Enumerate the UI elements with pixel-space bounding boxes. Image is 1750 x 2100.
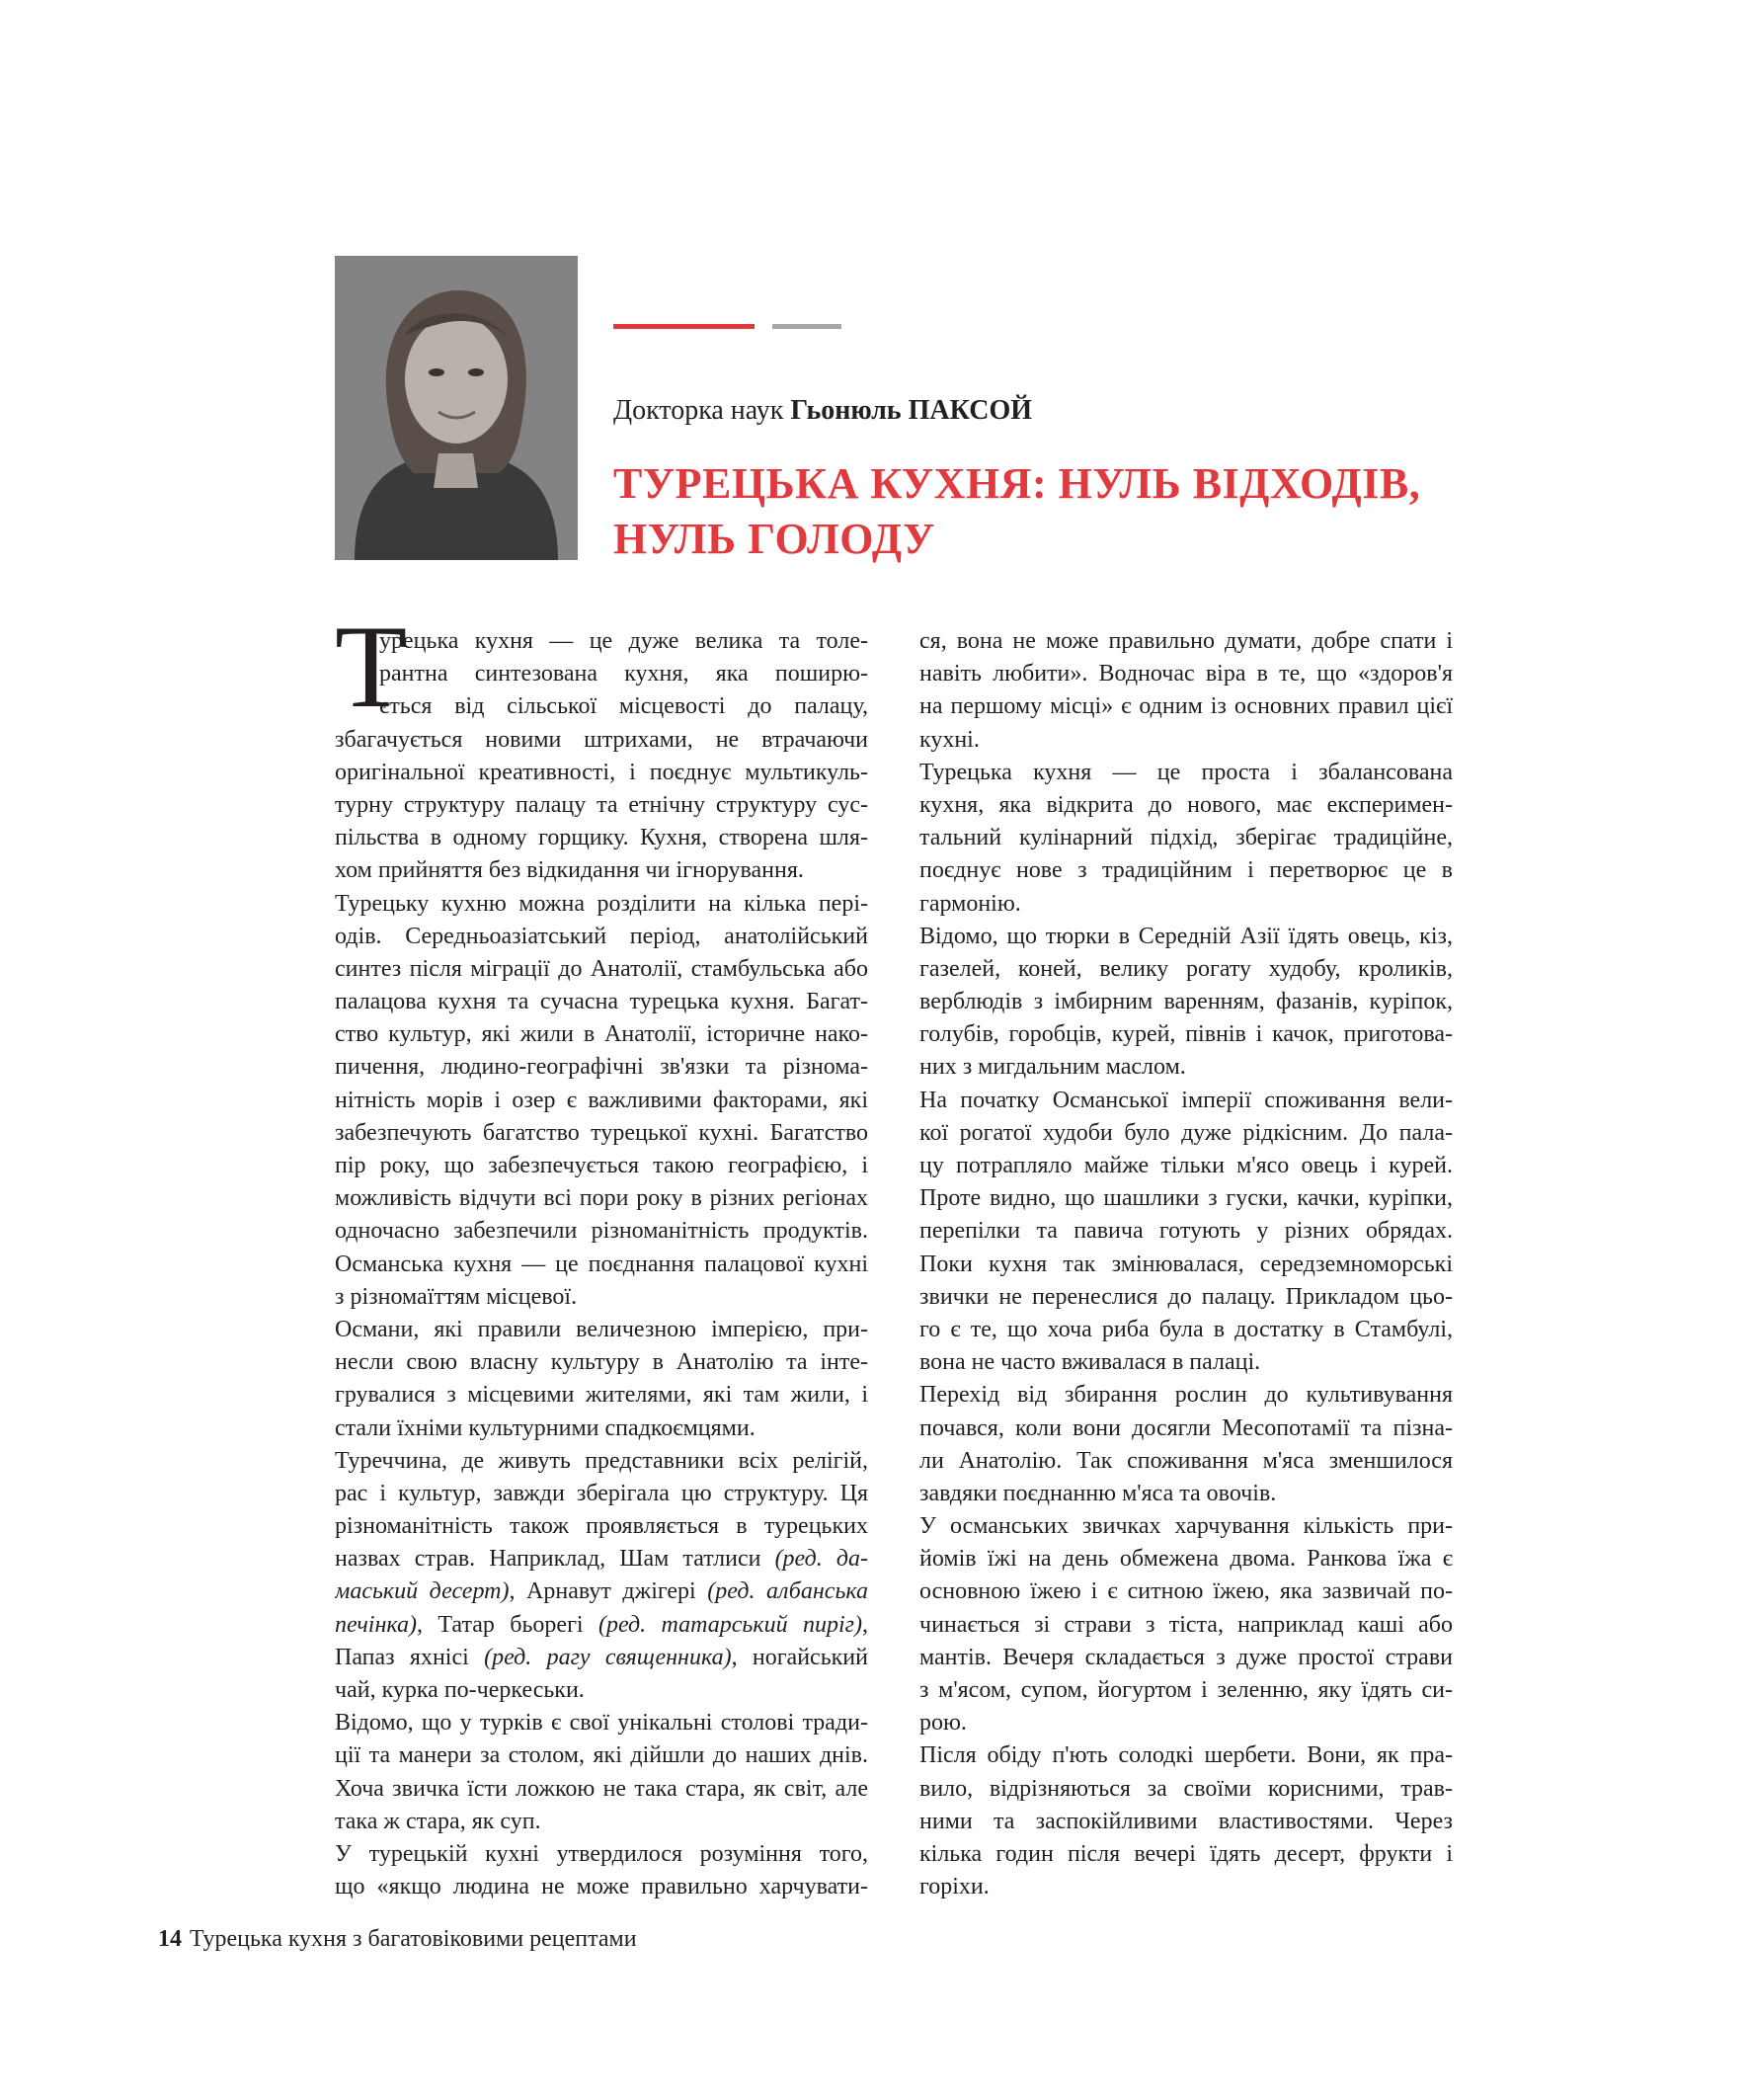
text-line: кухні. xyxy=(919,726,980,753)
text-line: стали їхніми культурними спадкоємцями. xyxy=(335,1414,756,1441)
text-line: рас і культур, завжди зберігала цю структуру. Ця xyxy=(335,1480,868,1506)
text-line: одночасно забезпечили різноманітність продуктів. xyxy=(335,1218,868,1245)
text-line: Турецька кухня — це проста і збалансована xyxy=(919,759,1453,785)
right-column xyxy=(919,625,1453,1903)
text-line: що «якщо людина не може правильно харчувати- xyxy=(335,1874,868,1900)
text-line: поєднує нове з традиційним і перетворює це в xyxy=(919,857,1453,884)
text-line: ції та манери за столом, які дійшли до наших днів. xyxy=(335,1742,868,1769)
text-line: кої рогатої худоби було дуже рідкісним. До пала- xyxy=(919,1119,1453,1146)
text-line: пільства в одному горщику. Кухня, створена шля- xyxy=(335,825,868,851)
text-line: Перехід від збирання рослин до культивування xyxy=(919,1382,1453,1409)
author-photo xyxy=(335,256,578,560)
text-line: маський десерт), Арнавут джігері (ред. албанська xyxy=(335,1578,868,1605)
text-line: Папаз яхнісі (ред. рагу священника), ногайський xyxy=(335,1644,868,1670)
text-line: з різномаїттям місцевої. xyxy=(335,1283,578,1310)
text-line: перепілки та павича готують у різних обрядах. xyxy=(919,1218,1453,1245)
text-line: верблюдів з імбирним варенням, фазанів, куріпок, xyxy=(919,989,1453,1015)
article-title xyxy=(613,456,1502,567)
text-line: У османських звичках харчування кількість при- xyxy=(919,1513,1453,1540)
text-line: різноманітність також проявляється в турецьких xyxy=(335,1513,868,1540)
text-line: У турецькій кухні утвердилося розуміння того, xyxy=(335,1840,868,1867)
left-column xyxy=(335,625,868,1903)
text-line: рантна синтезована кухня, яка поширю- xyxy=(379,661,868,687)
author-prefix: Докторка наук xyxy=(613,395,784,426)
text-line: ли Анатолію. Так споживання м'яса зменшилося xyxy=(919,1447,1453,1474)
text-line: го є те, що хоча риба була в достатку в Стамбулі, xyxy=(919,1316,1453,1342)
text-line: турну структуру палацу та етнічну структуру сус- xyxy=(335,791,868,818)
text-line: на першому місці» є одним із основних правил цієї xyxy=(919,693,1453,720)
text-line: чинається зі страви з тіста, наприклад каші або xyxy=(919,1611,1453,1638)
accent-rule-red xyxy=(613,324,755,329)
text-line: ється від сільської місцевості до палацу, xyxy=(379,693,868,720)
text-line: Хоча звичка їсти ложкою не така стара, як світ, але xyxy=(335,1775,868,1802)
author-name: Гьонюль ПАКСОЙ xyxy=(790,395,1032,426)
text-line: синтез після міграції до Анатолії, стамбульська або xyxy=(335,955,868,982)
text-line: Османська кухня — це поєднання палацової кухні xyxy=(335,1251,868,1277)
text-line: голубів, горобців, курей, півнів і качок, приготова- xyxy=(919,1021,1453,1048)
page-number: 14 xyxy=(158,1926,182,1952)
title-line-2: НУЛЬ ГОЛОДУ xyxy=(613,515,935,563)
text-line: Відомо, що у турків є свої унікальні столові тради- xyxy=(335,1710,868,1737)
accent-rule-gray xyxy=(772,324,841,329)
text-line: нітність морів і озер є важливими факторами, які xyxy=(335,1087,868,1113)
text-line: вона не часто вживалася в палаці. xyxy=(919,1349,1261,1376)
text-line: основною їжею і є ситною їжею, яка зазвичай по- xyxy=(919,1578,1453,1605)
text-line: оригінальної креативності, і поєднує мультикуль- xyxy=(335,759,868,785)
text-line: кухня, яка відкрита до нового, має експеримен- xyxy=(919,791,1453,818)
text-line: Після обіду п'ють солодкі шербети. Вони, як пра- xyxy=(919,1742,1453,1769)
title-line-1: ТУРЕЦЬКА КУХНЯ: НУЛЬ ВІДХОДІВ, xyxy=(613,459,1421,508)
text-line: Османи, які правили величезною імперією, при- xyxy=(335,1316,868,1342)
text-line: звички не перенеслися до палацу. Прикладом цьо- xyxy=(919,1283,1453,1310)
text-line: чай, курка по-черкеськи. xyxy=(335,1677,585,1703)
text-line: урецька кухня — це дуже велика та толе- xyxy=(379,628,868,654)
text-line: збагачується новими штрихами, не втрачаючи xyxy=(335,726,868,753)
text-line: гармонію. xyxy=(919,890,1021,917)
text-line: Турецьку кухню можна розділити на кілька пері- xyxy=(335,890,868,917)
text-line: газелей, коней, велику рогату худобу, кроликів, xyxy=(919,955,1453,982)
portrait-image xyxy=(335,256,578,560)
text-line: назвах страв. Наприклад, Шам татлиси (ред. да- xyxy=(335,1546,868,1573)
text-line: вило, відрізняються за своїми корисними, трав- xyxy=(919,1775,1453,1802)
text-line: Туреччина, де живуть представники всіх релігій, xyxy=(335,1447,868,1474)
page-footer xyxy=(158,1926,637,1953)
text-line: пичення, людино-географічні зв'язки та різнома- xyxy=(335,1054,868,1081)
text-line: кілька годин після вечері їдять десерт, фрукти і xyxy=(919,1840,1453,1867)
text-line: йомів їжі на день обмежена двома. Ранкова їжа є xyxy=(919,1546,1453,1573)
text-line: хом прийняття без відкидання чи ігнорування. xyxy=(335,857,804,884)
text-line: горіхи. xyxy=(919,1874,990,1900)
text-line: одів. Середньоазіатський період, анатолійський xyxy=(335,923,868,949)
text-line: печінка), Татар бьорегі (ред. татарський пиріг), xyxy=(335,1611,868,1638)
text-line: така ж стара, як суп. xyxy=(335,1808,541,1834)
text-line: Проте видно, що шашлики з гуски, качки, куріпки, xyxy=(919,1185,1453,1212)
text-line: завдяки поєднанню м'яса та овочів. xyxy=(919,1480,1277,1506)
text-line: навіть любити». Водночас віра в те, що «здоров'я xyxy=(919,661,1453,687)
text-line: ство культур, які жили в Анатолії, історичне нако- xyxy=(335,1021,868,1048)
text-line: грувалися з місцевими жителями, які там жили, і xyxy=(335,1382,868,1409)
text-line: з м'ясом, супом, йогуртом і зеленню, яку їдять си- xyxy=(919,1677,1453,1703)
drop-cap: Т xyxy=(335,601,408,732)
text-line: палацова кухня та сучасна турецька кухня. Багат- xyxy=(335,989,868,1015)
text-line: можливість відчути всі пори року в різних регіонах xyxy=(335,1185,868,1212)
text-line: несли свою власну культуру в Анатолію та інте- xyxy=(335,1349,868,1376)
author-line xyxy=(613,395,1032,427)
text-line: цу потрапляло майже тільки м'ясо овець і курей. xyxy=(919,1153,1453,1178)
text-line: пір року, що забезпечується такою географією, і xyxy=(335,1153,868,1178)
text-line: тальний кулінарний підхід, зберігає традиційне, xyxy=(919,825,1453,851)
text-line: ся, вона не може правильно думати, добре спати і xyxy=(919,628,1453,654)
text-line: мантів. Вечеря складається з дуже простої страви xyxy=(919,1644,1453,1670)
text-line: почався, коли вони досягли Месопотамії та пізна- xyxy=(919,1414,1453,1441)
text-line: забезпечують багатство турецької кухні. Багатство xyxy=(335,1119,868,1146)
text-line: Поки кухня так змінювалася, середземноморські xyxy=(919,1251,1453,1277)
text-line: Відомо, що тюрки в Середній Азії їдять овець, кіз, xyxy=(919,923,1453,949)
running-title: Турецька кухня з багатовіковими рецептами xyxy=(190,1926,637,1952)
text-line: них з мигдальним маслом. xyxy=(919,1054,1186,1081)
text-line: рою. xyxy=(919,1710,967,1737)
text-line: На початку Османської імперії споживання вели- xyxy=(919,1087,1453,1113)
text-line: ними та заспокійливими властивостями. Через xyxy=(919,1808,1453,1834)
